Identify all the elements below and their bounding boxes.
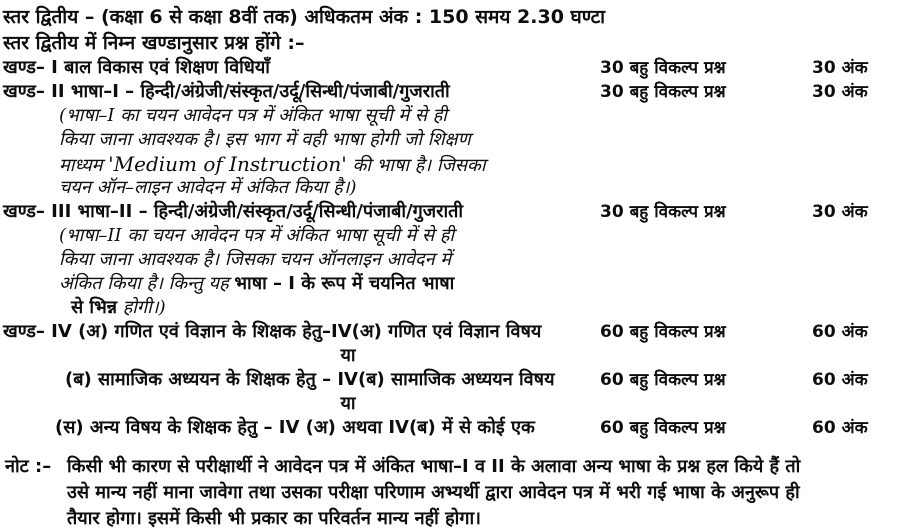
selected-language-bold-text: भाषा – I के रूप में चयनित भाषा: [234, 273, 455, 294]
section-2-note-line-1: (भाषा–I का चयन आवेदन पत्र में अंकित भाषा सूची में से ही: [59, 105, 447, 126]
section-4b-label: (ब) सामाजिक अध्ययन के शिक्षक हेतु – IV(ब) सामाजिक अध्ययन विषय: [65, 369, 555, 390]
note-text: माध्यम: [59, 155, 109, 176]
section-row-4b: [3, 368, 904, 392]
bottom-note-line-3: तैयार होगा। इसमें किसी भी प्रकार का परिवर्तन मान्य नहीं होगा।: [67, 508, 481, 529]
note-text: होगी।): [117, 297, 166, 318]
note-prefix: नोट :–: [5, 456, 52, 477]
section-row-4a: [3, 320, 904, 344]
bottom-note-line-2: उसे मान्य नहीं माना जावेगा तथा उसका परीक्षा परिणाम अभ्यर्थी द्वारा आवेदन पत्र में भरी गई भाषा के अनुरूप ही: [67, 482, 800, 503]
level-title-line: स्तर द्वितीय – (कक्षा 6 से कक्षा 8वीं तक) अधिकतम अंक : 150 समय 2.30 घण्टा: [3, 6, 606, 28]
section-2-questions: 30 बहु विकल्प प्रश्न: [600, 82, 726, 102]
section-1-marks: 30 अंक: [812, 58, 868, 78]
section-3-questions: 30 बहु विकल्प प्रश्न: [600, 202, 726, 222]
section-1-label: खण्ड– I बाल विकास एवं शिक्षण विधियाँ: [3, 57, 270, 78]
level-subtitle-line: स्तर द्वितीय में निम्न खण्डानुसार प्रश्न होंगे :–: [3, 32, 305, 54]
section-4a-label: खण्ड– IV (अ) गणित एवं विज्ञान के शिक्षक हेतु–IV(अ) गणित एवं विज्ञान विषय: [3, 321, 542, 342]
section-3-note-line-1: (भाषा–II का चयन आवेदन पत्र में अंकित भाषा सूची में से ही: [59, 225, 455, 246]
medium-of-instruction-text: 'Medium of Instruction': [108, 152, 347, 176]
section-4c-marks: 60 अंक: [812, 418, 868, 438]
section-2-label: खण्ड– II भाषा–I – हिन्दी/अंग्रेजी/संस्कृत/उर्दू/सिन्धी/पंजाबी/गुजराती: [3, 81, 450, 102]
section-4a-questions: 60 बहु विकल्प प्रश्न: [600, 322, 726, 342]
section-4c-questions: 60 बहु विकल्प प्रश्न: [600, 418, 726, 438]
section-row-1: [3, 56, 904, 80]
section-3-note-line-3: [3, 272, 904, 296]
section-2-note-line-4: चयन ऑन–लाइन आवेदन में अंकित किया है।): [59, 177, 357, 198]
section-1-questions: 30 बहु विकल्प प्रश्न: [600, 58, 726, 78]
section-2-note-line-3: [3, 152, 904, 176]
different-bold-text: से भिन्न: [71, 297, 118, 318]
section-4b-marks: 60 अंक: [812, 370, 868, 390]
note-text: अंकित किया है। किन्तु यह: [59, 273, 235, 294]
section-4b-questions: 60 बहु विकल्प प्रश्न: [600, 370, 726, 390]
bottom-note-line-1: किसी भी कारण से परीक्षार्थी ने आवेदन पत्र में अंकित भाषा–I व II के अलावा अन्य भाषा के प्रश्न हल किये हैं तो: [67, 456, 801, 477]
section-row-4c: [3, 416, 904, 440]
or-separator-1: या: [340, 345, 356, 366]
section-3-note-line-2: किया जाना आवश्यक है। जिसका चयन ऑनलाइन आवेदन में: [59, 249, 452, 270]
section-3-marks: 30 अंक: [812, 202, 868, 222]
bottom-note-block: [3, 454, 904, 532]
section-4a-marks: 60 अंक: [812, 322, 868, 342]
section-2-marks: 30 अंक: [812, 82, 868, 102]
section-row-2: [3, 80, 904, 104]
section-4c-label: (स) अन्य विषय के शिक्षक हेतु – IV (अ) अथवा IV(ब) में से कोई एक: [55, 417, 535, 438]
section-3-label: खण्ड– III भाषा–II – हिन्दी/अंग्रेजी/संस्कृत/उर्दू/सिन्धी/पंजाबी/गुजराती: [3, 201, 464, 222]
section-2-note-line-2: किया जाना आवश्यक है। इस भाग में वही भाषा होगी जो शिक्षण: [59, 129, 471, 150]
section-row-3: [3, 200, 904, 224]
section-3-note-line-4: [3, 296, 904, 320]
note-text: की भाषा है। जिसका: [346, 155, 486, 176]
or-separator-2: या: [340, 393, 356, 414]
